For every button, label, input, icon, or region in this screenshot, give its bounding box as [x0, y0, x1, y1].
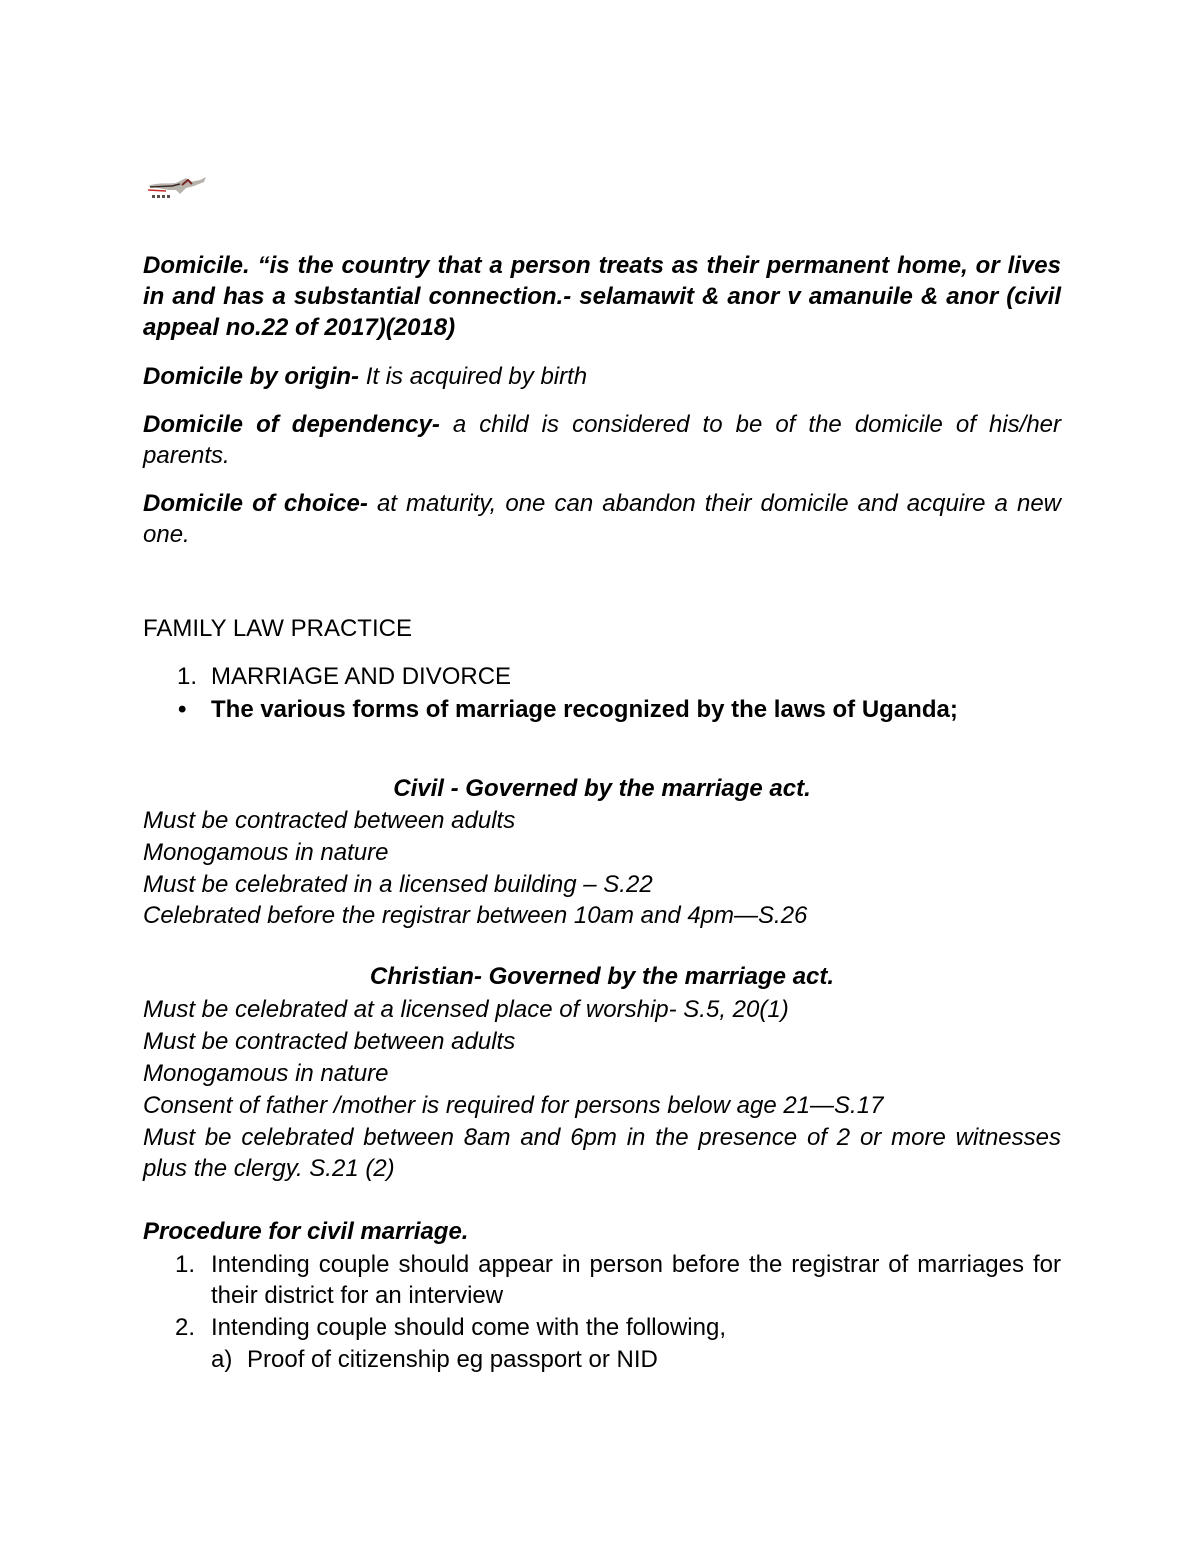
civil-line: Must be celebrated in a licensed building – S.22	[143, 871, 653, 898]
domicile-choice-text: at maturity, one can abandon their domicile and acquire a new one.	[143, 490, 1062, 548]
procedure-subitem-text: Proof of citizenship eg passport or NID	[247, 1346, 658, 1373]
domicile-definition	[143, 250, 1061, 343]
domicile-choice-term: Domicile of choice-	[143, 490, 368, 517]
bullet-icon: •	[178, 696, 187, 723]
christian-line: Must be contracted between adults	[143, 1028, 516, 1055]
bullet-text: The various forms of marriage recognized by the laws of Uganda;	[211, 696, 958, 723]
domicile-dependency	[143, 409, 1061, 471]
procedure-item-number: 2.	[175, 1314, 196, 1341]
section-heading: MARRIAGE AND DIVORCE	[211, 663, 512, 690]
christian-line: Monogamous in nature	[143, 1060, 389, 1087]
section-title: FAMILY LAW PRACTICE	[143, 615, 412, 642]
procedure-subitem-letter: a)	[211, 1346, 233, 1373]
christian-line: Consent of father /mother is required for persons below age 21—S.17	[143, 1092, 884, 1119]
domicile-choice	[143, 488, 1061, 550]
christian-heading: Christian- Governed by the marriage act.	[369, 963, 835, 990]
logo-icon	[146, 174, 210, 202]
domicile-dependency-text: a child is considered to be of the domicile of his/her parents.	[143, 411, 1062, 469]
christian-witnesses-para: Must be celebrated between 8am and 6pm in the presence of 2 or more witnesses plus the clergy. S.21 (2)	[143, 1124, 1061, 1182]
domicile-origin	[143, 361, 1061, 392]
civil-heading: Civil - Governed by the marriage act.	[393, 775, 811, 802]
christian-line: Must be celebrated at a licensed place of worship- S.5, 20(1)	[143, 996, 789, 1023]
procedure-item-text: Intending couple should come with the following,	[211, 1314, 726, 1341]
procedure-heading: Procedure for civil marriage.	[143, 1218, 469, 1245]
civil-line: Monogamous in nature	[143, 839, 389, 866]
domicile-origin-term: Domicile by origin-	[143, 363, 360, 390]
procedure-item-text: Intending couple should appear in person before the registrar of marriages for their district for an interview	[211, 1251, 1061, 1309]
domicile-dependency-term: Domicile of dependency-	[143, 411, 440, 438]
domicile-definition-text: Domicile. “is the country that a person treats as their permanent home, or lives in and has a substantial connection.- selamawit & anor v amanuile & anor (civil appeal no.22 of 2017)(2018)	[143, 252, 1061, 341]
civil-line: Must be contracted between adults	[143, 807, 516, 834]
section-number: 1.	[177, 663, 198, 690]
domicile-origin-text: It is acquired by birth	[359, 363, 588, 390]
civil-line: Celebrated before the registrar between 10am and 4pm—S.26	[143, 902, 808, 929]
procedure-item-number: 1.	[175, 1251, 196, 1278]
